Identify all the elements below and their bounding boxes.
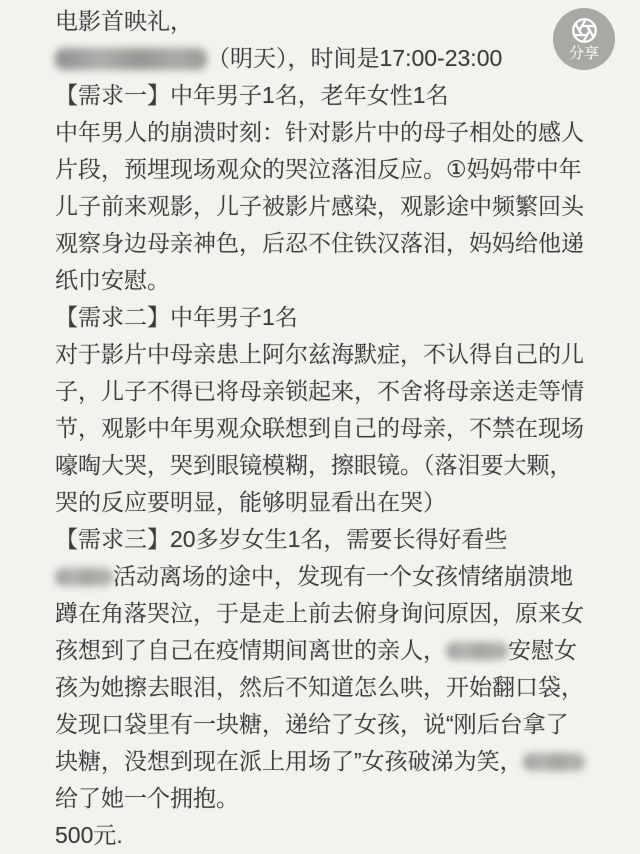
text-run: 电影首映礼，: [55, 8, 193, 34]
share-button-label: 分享: [568, 45, 599, 62]
text-run: 【需求三】20多岁女生1名，需要长得好看些: [55, 526, 508, 552]
text-run: 【需求二】中年男子1名: [55, 304, 298, 330]
requirement-1-heading: [55, 77, 586, 114]
redacted-text: [55, 48, 207, 70]
text-run: （明天），时间是17:00-23:00: [207, 45, 503, 71]
text-run: 【需求一】中年男子1名，老年女性1名: [55, 82, 449, 108]
requirement-1-body: [55, 114, 586, 299]
redacted-text: [523, 753, 585, 771]
requirement-3-heading: [55, 521, 586, 558]
requirement-2-heading: [55, 299, 586, 336]
text-run: 中年男人的崩溃时刻：针对影片中的母子相处的感人片段，预埋现场观众的哭泣落泪反应。①妈妈带中年儿子前来观影，儿子被影片感染，观影途中频繁回头观察身边母亲神色，后忍不住铁汉落泪，妈妈给他递纸巾安慰。: [55, 119, 584, 293]
requirement-2-body: [55, 336, 586, 521]
requirement-3-body: [55, 558, 586, 817]
redacted-text: [446, 642, 508, 660]
text-run: 对于影片中母亲患上阿尔兹海默症，不认得自己的儿子，儿子不得已将母亲锁起来，不舍将母亲送走等情节，观影中年男观众联想到自己的母亲，不禁在现场嚎啕大哭，哭到眼镜模糊，擦眼镜。（落泪要大颗，哭的反应要明显，能够明显看出在哭）: [55, 341, 584, 515]
datetime-line: [55, 40, 586, 77]
price-line: [55, 817, 586, 854]
title-line: [55, 3, 586, 40]
aperture-icon: [571, 17, 598, 44]
redacted-text: [55, 568, 113, 586]
text-run: 安慰女孩为她擦去眼泪，然后不知道怎么哄，开始翻口袋，发现口袋里有一块糖，递给了女孩，说“刚后台拿了块糖，没想到现在派上用场了”女孩破涕为笑，: [55, 637, 584, 774]
share-button[interactable]: [553, 8, 615, 70]
text-run: 给了她一个拥抱。: [55, 785, 239, 811]
text-run: 活动离场的途中，发现有一个女孩情绪崩溃地蹲在角落哭泣，于是走上前去俯身询问原因，原来女孩想到了自己在疫情期间离世的亲人，: [55, 563, 584, 663]
text-run: 500元.: [55, 822, 123, 848]
